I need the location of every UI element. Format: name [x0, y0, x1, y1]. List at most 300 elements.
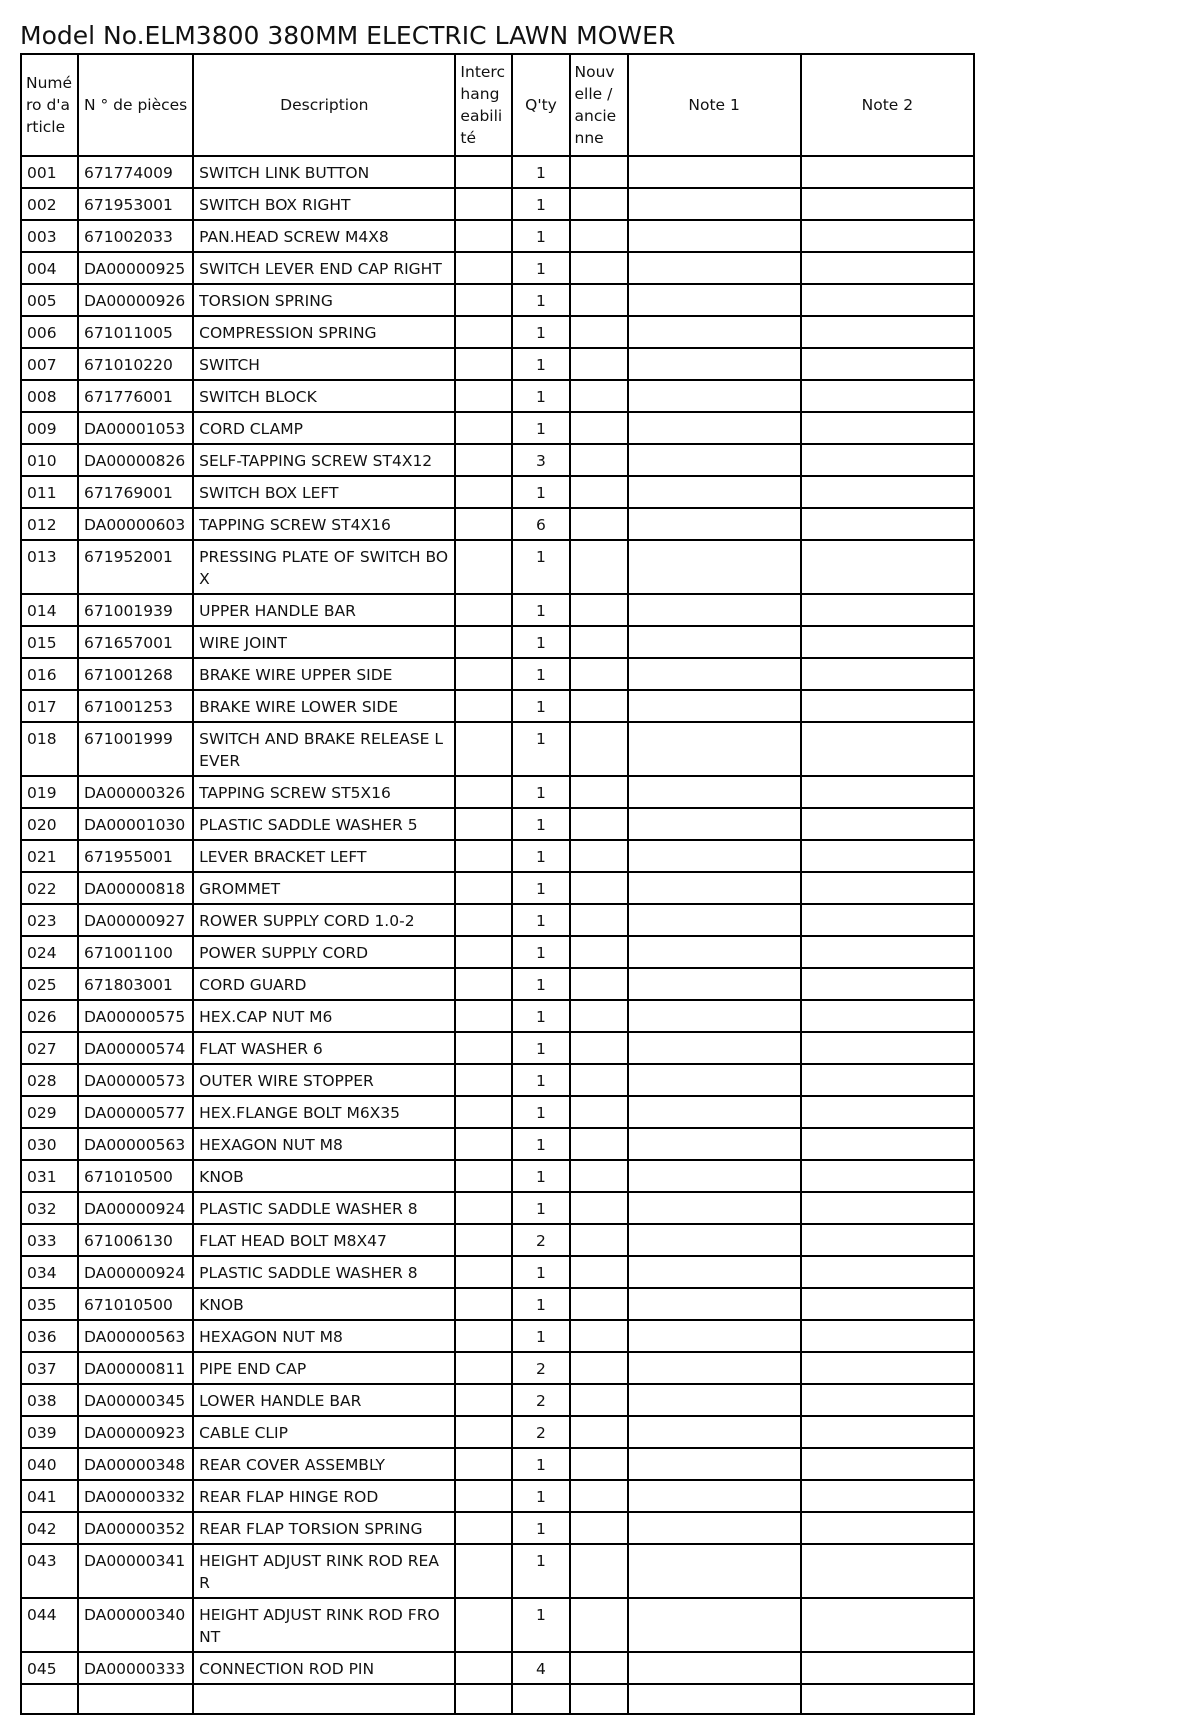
cell-new-old: [570, 316, 628, 348]
table-row: [21, 1224, 974, 1256]
cell-part-number: DA00000603: [78, 508, 193, 540]
cell-part-number: 671803001: [78, 968, 193, 1000]
table-row: [21, 252, 974, 284]
cell-item-number: 016: [21, 658, 78, 690]
table-row: [21, 1288, 974, 1320]
cell-qty: 1: [512, 626, 569, 658]
cell-item-number: 041: [21, 1480, 78, 1512]
cell-new-old: [570, 1544, 628, 1598]
header-new-old: Nouvelle / ancienne: [570, 54, 628, 156]
cell-note-2: [801, 658, 974, 690]
cell-new-old: [570, 808, 628, 840]
cell-item-number: 042: [21, 1512, 78, 1544]
table-row: [21, 316, 974, 348]
cell-description: PLASTIC SADDLE WASHER 5: [193, 808, 455, 840]
table-row: [21, 1160, 974, 1192]
cell-new-old: [570, 540, 628, 594]
header-note-1: Note 1: [628, 54, 801, 156]
cell-note-2: [801, 156, 974, 188]
cell-item-number: 027: [21, 1032, 78, 1064]
cell-new-old: [570, 1192, 628, 1224]
table-row: [21, 540, 974, 594]
cell-item-number: 034: [21, 1256, 78, 1288]
cell-description: TORSION SPRING: [193, 284, 455, 316]
cell-description: REAR FLAP TORSION SPRING: [193, 1512, 455, 1544]
cell-description: HEIGHT ADJUST RINK ROD REAR: [193, 1544, 455, 1598]
cell-description: GROMMET: [193, 872, 455, 904]
cell-interchangeability: [455, 968, 512, 1000]
cell-interchangeability: [455, 1000, 512, 1032]
cell-qty: 1: [512, 316, 569, 348]
cell-description: HEXAGON NUT M8: [193, 1128, 455, 1160]
cell-qty: 1: [512, 284, 569, 316]
cell-part-number: DA00000575: [78, 1000, 193, 1032]
cell-qty: 1: [512, 1598, 569, 1652]
cell-qty: 1: [512, 1288, 569, 1320]
cell-note-1: [628, 904, 801, 936]
cell-note-1: [628, 156, 801, 188]
cell-description: BRAKE WIRE LOWER SIDE: [193, 690, 455, 722]
cell-note-1: [628, 936, 801, 968]
cell-new-old: [570, 1352, 628, 1384]
cell-interchangeability: [455, 540, 512, 594]
cell-qty: 1: [512, 220, 569, 252]
table-row: [21, 156, 974, 188]
cell-interchangeability: [455, 156, 512, 188]
cell-note-1: [628, 1224, 801, 1256]
cell-note-2: [801, 1384, 974, 1416]
cell-note-2: [801, 1320, 974, 1352]
cell-part-number: DA00000574: [78, 1032, 193, 1064]
cell-description: PIPE END CAP: [193, 1352, 455, 1384]
table-row: [21, 220, 974, 252]
cell-new-old: [570, 872, 628, 904]
table-row: [21, 1480, 974, 1512]
cell-interchangeability: [455, 1448, 512, 1480]
cell-note-2: [801, 840, 974, 872]
cell-item-number: 015: [21, 626, 78, 658]
cell-part-number: 671011005: [78, 316, 193, 348]
cell-new-old: [570, 626, 628, 658]
cell-part-number: DA00000573: [78, 1064, 193, 1096]
table-row: [21, 658, 974, 690]
table-row: [21, 1598, 974, 1652]
cell-interchangeability: [455, 316, 512, 348]
cell-qty: 1: [512, 872, 569, 904]
cell-item-number: 033: [21, 1224, 78, 1256]
cell-note-1: [628, 658, 801, 690]
cell-note-1: [628, 1512, 801, 1544]
cell-part-number: DA00000563: [78, 1320, 193, 1352]
cell-part-number: DA00000925: [78, 252, 193, 284]
cell-note-1: [628, 626, 801, 658]
cell-description: REAR COVER ASSEMBLY: [193, 1448, 455, 1480]
cell-interchangeability: [455, 1160, 512, 1192]
table-row: [21, 936, 974, 968]
cell-qty: 1: [512, 156, 569, 188]
cell-note-1: [628, 1000, 801, 1032]
cell-new-old: [570, 1684, 628, 1714]
cell-new-old: [570, 1598, 628, 1652]
cell-interchangeability: [455, 722, 512, 776]
cell-note-1: [628, 284, 801, 316]
cell-part-number: DA00000927: [78, 904, 193, 936]
cell-description: KNOB: [193, 1160, 455, 1192]
cell-part-number: DA00001053: [78, 412, 193, 444]
cell-new-old: [570, 1032, 628, 1064]
cell-item-number: 024: [21, 936, 78, 968]
cell-note-2: [801, 872, 974, 904]
cell-note-2: [801, 220, 974, 252]
cell-note-2: [801, 808, 974, 840]
cell-note-1: [628, 808, 801, 840]
cell-interchangeability: [455, 1192, 512, 1224]
cell-part-number: DA00000818: [78, 872, 193, 904]
cell-description: CORD GUARD: [193, 968, 455, 1000]
cell-item-number: 008: [21, 380, 78, 412]
cell-note-2: [801, 1448, 974, 1480]
table-row: [21, 1192, 974, 1224]
cell-item-number: 007: [21, 348, 78, 380]
cell-qty: [512, 1684, 569, 1714]
cell-new-old: [570, 380, 628, 412]
cell-part-number: DA00000341: [78, 1544, 193, 1598]
cell-qty: 1: [512, 1480, 569, 1512]
cell-note-1: [628, 380, 801, 412]
cell-interchangeability: [455, 1416, 512, 1448]
cell-note-1: [628, 690, 801, 722]
cell-new-old: [570, 252, 628, 284]
cell-part-number: DA00000923: [78, 1416, 193, 1448]
cell-interchangeability: [455, 1544, 512, 1598]
cell-qty: 1: [512, 380, 569, 412]
cell-description: ROWER SUPPLY CORD 1.0-2: [193, 904, 455, 936]
cell-new-old: [570, 690, 628, 722]
cell-new-old: [570, 284, 628, 316]
cell-note-2: [801, 1128, 974, 1160]
cell-qty: 1: [512, 412, 569, 444]
cell-note-1: [628, 476, 801, 508]
cell-note-2: [801, 1192, 974, 1224]
cell-note-2: [801, 188, 974, 220]
cell-item-number: 004: [21, 252, 78, 284]
table-row: [21, 1384, 974, 1416]
cell-note-1: [628, 594, 801, 626]
cell-qty: 1: [512, 776, 569, 808]
cell-description: UPPER HANDLE BAR: [193, 594, 455, 626]
cell-item-number: 013: [21, 540, 78, 594]
cell-qty: 1: [512, 1448, 569, 1480]
cell-note-2: [801, 1256, 974, 1288]
cell-note-1: [628, 188, 801, 220]
cell-part-number: 671010220: [78, 348, 193, 380]
cell-qty: 1: [512, 690, 569, 722]
cell-part-number: [78, 1684, 193, 1714]
table-row: [21, 1448, 974, 1480]
table-row: [21, 188, 974, 220]
cell-part-number: 671001939: [78, 594, 193, 626]
table-row: [21, 1064, 974, 1096]
cell-note-2: [801, 626, 974, 658]
cell-qty: 2: [512, 1352, 569, 1384]
cell-interchangeability: [455, 936, 512, 968]
cell-description: WIRE JOINT: [193, 626, 455, 658]
cell-note-2: [801, 1684, 974, 1714]
table-row: [21, 626, 974, 658]
cell-new-old: [570, 722, 628, 776]
cell-note-2: [801, 936, 974, 968]
cell-item-number: 020: [21, 808, 78, 840]
cell-part-number: DA00000326: [78, 776, 193, 808]
cell-note-2: [801, 316, 974, 348]
cell-note-1: [628, 1320, 801, 1352]
cell-item-number: 036: [21, 1320, 78, 1352]
cell-interchangeability: [455, 188, 512, 220]
header-description: Description: [193, 54, 455, 156]
cell-item-number: 018: [21, 722, 78, 776]
cell-new-old: [570, 1256, 628, 1288]
cell-item-number: 043: [21, 1544, 78, 1598]
cell-item-number: 017: [21, 690, 78, 722]
cell-part-number: DA00000332: [78, 1480, 193, 1512]
table-row: [21, 284, 974, 316]
cell-new-old: [570, 1128, 628, 1160]
cell-part-number: 671001100: [78, 936, 193, 968]
cell-note-2: [801, 1544, 974, 1598]
table-row: [21, 968, 974, 1000]
cell-description: SWITCH: [193, 348, 455, 380]
cell-qty: 1: [512, 936, 569, 968]
cell-interchangeability: [455, 380, 512, 412]
cell-qty: 1: [512, 1064, 569, 1096]
cell-new-old: [570, 220, 628, 252]
table-row: [21, 508, 974, 540]
cell-description: COMPRESSION SPRING: [193, 316, 455, 348]
table-row: [21, 1684, 974, 1714]
cell-note-1: [628, 840, 801, 872]
cell-qty: 4: [512, 1652, 569, 1684]
cell-note-1: [628, 872, 801, 904]
cell-qty: 1: [512, 252, 569, 284]
cell-description: HEXAGON NUT M8: [193, 1320, 455, 1352]
cell-part-number: DA00000924: [78, 1256, 193, 1288]
cell-note-1: [628, 1032, 801, 1064]
header-item-number: Numéro d'article: [21, 54, 78, 156]
cell-interchangeability: [455, 904, 512, 936]
cell-part-number: 671953001: [78, 188, 193, 220]
cell-part-number: DA00000811: [78, 1352, 193, 1384]
cell-item-number: 037: [21, 1352, 78, 1384]
cell-note-2: [801, 444, 974, 476]
cell-description: PRESSING PLATE OF SWITCH BOX: [193, 540, 455, 594]
cell-interchangeability: [455, 476, 512, 508]
cell-interchangeability: [455, 1384, 512, 1416]
cell-item-number: 031: [21, 1160, 78, 1192]
cell-interchangeability: [455, 444, 512, 476]
cell-part-number: DA00000352: [78, 1512, 193, 1544]
cell-new-old: [570, 444, 628, 476]
cell-description: CORD CLAMP: [193, 412, 455, 444]
cell-new-old: [570, 1512, 628, 1544]
cell-qty: 1: [512, 658, 569, 690]
cell-qty: 1: [512, 476, 569, 508]
cell-interchangeability: [455, 776, 512, 808]
cell-interchangeability: [455, 412, 512, 444]
cell-item-number: 022: [21, 872, 78, 904]
cell-interchangeability: [455, 1224, 512, 1256]
cell-description: BRAKE WIRE UPPER SIDE: [193, 658, 455, 690]
cell-qty: 1: [512, 1320, 569, 1352]
cell-note-1: [628, 1652, 801, 1684]
table-row: [21, 1096, 974, 1128]
cell-note-1: [628, 1480, 801, 1512]
cell-item-number: 006: [21, 316, 78, 348]
cell-interchangeability: [455, 690, 512, 722]
cell-description: CONNECTION ROD PIN: [193, 1652, 455, 1684]
cell-item-number: 030: [21, 1128, 78, 1160]
cell-part-number: DA00000563: [78, 1128, 193, 1160]
cell-part-number: DA00000926: [78, 284, 193, 316]
cell-note-2: [801, 968, 974, 1000]
cell-new-old: [570, 412, 628, 444]
cell-new-old: [570, 594, 628, 626]
parts-table: [20, 53, 975, 1715]
table-row: [21, 1320, 974, 1352]
cell-part-number: DA00000924: [78, 1192, 193, 1224]
table-row: [21, 1544, 974, 1598]
cell-qty: 1: [512, 1160, 569, 1192]
cell-new-old: [570, 348, 628, 380]
cell-note-2: [801, 1480, 974, 1512]
cell-note-1: [628, 776, 801, 808]
cell-new-old: [570, 508, 628, 540]
cell-qty: 1: [512, 968, 569, 1000]
cell-interchangeability: [455, 348, 512, 380]
cell-note-1: [628, 444, 801, 476]
cell-item-number: 011: [21, 476, 78, 508]
cell-description: SELF-TAPPING SCREW ST4X12: [193, 444, 455, 476]
cell-note-2: [801, 1416, 974, 1448]
table-row: [21, 690, 974, 722]
cell-new-old: [570, 1064, 628, 1096]
cell-item-number: 026: [21, 1000, 78, 1032]
table-row: [21, 1032, 974, 1064]
cell-qty: 1: [512, 840, 569, 872]
cell-description: SWITCH AND BRAKE RELEASE LEVER: [193, 722, 455, 776]
cell-item-number: 035: [21, 1288, 78, 1320]
cell-interchangeability: [455, 1288, 512, 1320]
cell-new-old: [570, 840, 628, 872]
cell-item-number: 023: [21, 904, 78, 936]
table-row: [21, 872, 974, 904]
cell-note-2: [801, 1288, 974, 1320]
cell-qty: 1: [512, 540, 569, 594]
cell-item-number: 002: [21, 188, 78, 220]
cell-qty: 1: [512, 1256, 569, 1288]
cell-note-1: [628, 1288, 801, 1320]
cell-item-number: 025: [21, 968, 78, 1000]
cell-new-old: [570, 1384, 628, 1416]
cell-note-2: [801, 540, 974, 594]
table-row: [21, 1256, 974, 1288]
cell-note-1: [628, 1064, 801, 1096]
cell-part-number: 671955001: [78, 840, 193, 872]
cell-interchangeability: [455, 1128, 512, 1160]
cell-interchangeability: [455, 1598, 512, 1652]
cell-description: SWITCH BLOCK: [193, 380, 455, 412]
table-row: [21, 1416, 974, 1448]
cell-interchangeability: [455, 1032, 512, 1064]
cell-note-1: [628, 1256, 801, 1288]
cell-note-1: [628, 348, 801, 380]
cell-new-old: [570, 1416, 628, 1448]
cell-qty: 1: [512, 1512, 569, 1544]
cell-qty: 1: [512, 1000, 569, 1032]
cell-part-number: DA00000340: [78, 1598, 193, 1652]
cell-new-old: [570, 1000, 628, 1032]
cell-qty: 2: [512, 1384, 569, 1416]
cell-qty: 1: [512, 1544, 569, 1598]
cell-description: FLAT HEAD BOLT M8X47: [193, 1224, 455, 1256]
cell-interchangeability: [455, 1352, 512, 1384]
cell-note-2: [801, 722, 974, 776]
cell-note-1: [628, 412, 801, 444]
cell-note-2: [801, 1032, 974, 1064]
cell-item-number: 045: [21, 1652, 78, 1684]
cell-part-number: 671769001: [78, 476, 193, 508]
cell-description: SWITCH BOX LEFT: [193, 476, 455, 508]
cell-qty: 1: [512, 348, 569, 380]
cell-note-2: [801, 412, 974, 444]
cell-note-1: [628, 220, 801, 252]
cell-note-2: [801, 594, 974, 626]
cell-description: LOWER HANDLE BAR: [193, 1384, 455, 1416]
cell-description: HEX.CAP NUT M6: [193, 1000, 455, 1032]
cell-qty: 1: [512, 594, 569, 626]
cell-note-2: [801, 1598, 974, 1652]
cell-description: POWER SUPPLY CORD: [193, 936, 455, 968]
cell-note-1: [628, 252, 801, 284]
cell-note-1: [628, 1684, 801, 1714]
cell-item-number: 009: [21, 412, 78, 444]
cell-interchangeability: [455, 284, 512, 316]
cell-new-old: [570, 1096, 628, 1128]
cell-new-old: [570, 1224, 628, 1256]
cell-qty: 1: [512, 808, 569, 840]
table-header-row: [21, 54, 974, 156]
cell-new-old: [570, 1480, 628, 1512]
cell-description: PAN.HEAD SCREW M4X8: [193, 220, 455, 252]
cell-new-old: [570, 1320, 628, 1352]
cell-description: FLAT WASHER 6: [193, 1032, 455, 1064]
cell-part-number: 671001268: [78, 658, 193, 690]
cell-new-old: [570, 1448, 628, 1480]
cell-note-2: [801, 476, 974, 508]
cell-interchangeability: [455, 1480, 512, 1512]
cell-new-old: [570, 188, 628, 220]
header-part-number: N ° de pièces: [78, 54, 193, 156]
cell-description: SWITCH BOX RIGHT: [193, 188, 455, 220]
cell-item-number: 044: [21, 1598, 78, 1652]
cell-note-1: [628, 1544, 801, 1598]
cell-qty: 1: [512, 1128, 569, 1160]
cell-item-number: 001: [21, 156, 78, 188]
cell-part-number: 671002033: [78, 220, 193, 252]
cell-qty: 1: [512, 1032, 569, 1064]
table-row: [21, 444, 974, 476]
cell-qty: 1: [512, 722, 569, 776]
table-row: [21, 1652, 974, 1684]
